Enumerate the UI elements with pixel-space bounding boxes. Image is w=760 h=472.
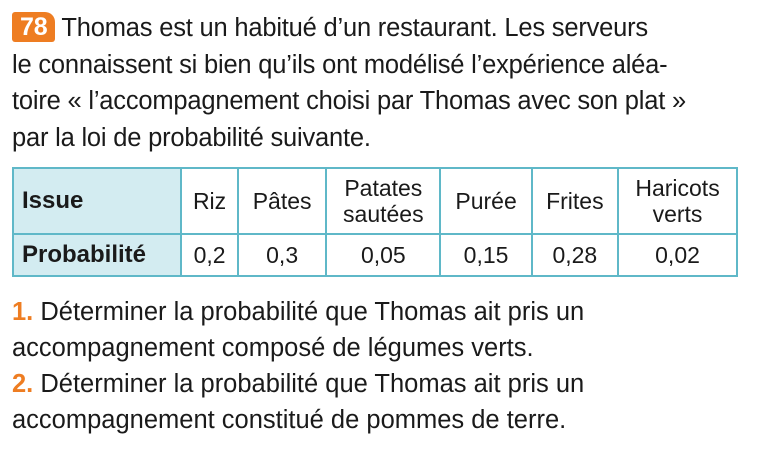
question-text: Déterminer la probabilité que Thomas ait pris un bbox=[40, 370, 585, 398]
issue-cell-frites bbox=[532, 168, 618, 234]
issue-header-cell: Issue bbox=[13, 168, 181, 234]
questions-list bbox=[12, 294, 748, 438]
question-1 bbox=[12, 294, 748, 366]
issue-cell-haricots-verts bbox=[618, 168, 737, 234]
statement-line: par la loi de probabilité suivante. bbox=[12, 123, 371, 152]
exercise-number-badge: 78 bbox=[12, 12, 55, 42]
question-text: Déterminer la probabilité que Thomas ait pris un bbox=[40, 298, 585, 326]
statement-line bbox=[12, 10, 748, 47]
statement-line-text: Thomas est un habitué d’un restaurant. Les serveurs bbox=[61, 14, 648, 42]
probability-cell: 0,3 bbox=[238, 234, 326, 276]
issue-text: Haricots bbox=[635, 175, 720, 201]
issue-text: Purée bbox=[455, 188, 517, 214]
issue-cell-puree bbox=[440, 168, 531, 234]
issue-cell-pates bbox=[238, 168, 326, 234]
statement-line: le connaissent si bien qu’ils ont modélisé l’expérience aléa- bbox=[12, 50, 668, 79]
issue-text: Patates bbox=[344, 175, 423, 201]
probability-cell: 0,28 bbox=[532, 234, 618, 276]
statement-line: toire « l’accompagnement choisi par Thomas avec son plat » bbox=[12, 87, 686, 115]
statement-line-start bbox=[12, 10, 648, 47]
question-number: 2. bbox=[12, 370, 34, 398]
question-line bbox=[12, 294, 748, 330]
probability-cell: 0,15 bbox=[440, 234, 531, 276]
probability-cell: 0,02 bbox=[618, 234, 737, 276]
issue-text: Frites bbox=[546, 188, 604, 214]
question-line bbox=[12, 366, 748, 402]
issue-cell-patates-sautees bbox=[326, 168, 440, 234]
exercise-statement bbox=[12, 10, 748, 156]
issue-row bbox=[13, 168, 737, 234]
question-line: accompagnement constitué de pommes de terre. bbox=[12, 406, 567, 434]
question-2 bbox=[12, 366, 748, 438]
question-line: accompagnement composé de légumes verts. bbox=[12, 334, 534, 362]
probability-row bbox=[13, 234, 737, 276]
issue-text: verts bbox=[652, 201, 703, 227]
question-number: 1. bbox=[12, 298, 34, 326]
issue-text: sautées bbox=[343, 201, 424, 227]
probability-cell: 0,05 bbox=[326, 234, 440, 276]
issue-cell-riz bbox=[181, 168, 238, 234]
issue-text: Riz bbox=[192, 188, 227, 214]
probability-cell: 0,2 bbox=[181, 234, 238, 276]
exercise-page bbox=[12, 10, 748, 438]
issue-text: Pâtes bbox=[252, 188, 312, 214]
probability-header-cell: Probabilité bbox=[13, 234, 181, 276]
probability-table bbox=[12, 167, 738, 277]
